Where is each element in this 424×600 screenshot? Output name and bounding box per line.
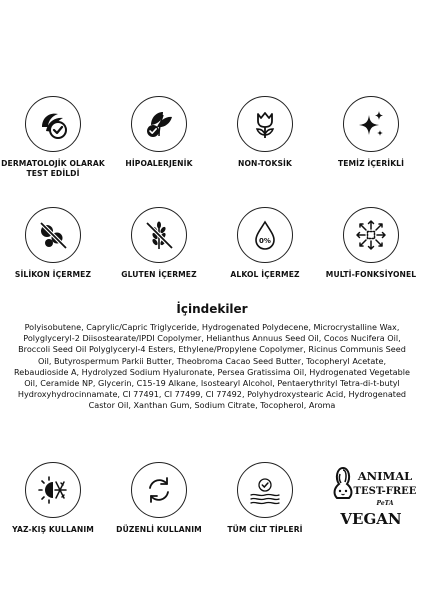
feature-label: ALKOL İÇERMEZ [230,270,300,279]
feature-label: TÜM CİLT TİPLERİ [227,525,303,534]
feature-icon-circle [237,96,293,152]
drop-percent-text: 0% [259,237,271,245]
sun-snowflake-icon [36,473,70,507]
sparkle-icon [354,107,388,141]
feature-icon-circle [343,96,399,152]
feature-multi-functional [318,207,424,280]
feature-alcohol-free [212,207,318,280]
peta-line-peta: PeTA [376,500,394,507]
peta-badge [318,462,424,542]
feature-icon-circle [131,96,187,152]
dermatologically-tested-icon [36,107,70,141]
feature-regular-use [106,462,212,542]
feature-icon-circle [25,462,81,518]
refresh-cycle-icon [142,473,176,507]
feature-icon-circle [237,462,293,518]
peta-line-vegan: VEGAN [340,510,402,528]
feature-non-toxic [212,96,318,179]
ingredients-title: İçindekiler [176,302,248,316]
feature-label: DERMATOLOJİK OLARAK TEST EDİLDİ [1,159,105,178]
feature-icon-circle [25,207,81,263]
feature-label: HİPOALERJENİK [125,159,193,168]
feature-label: DÜZENLİ KULLANIM [116,525,202,534]
alcohol-free-drop-icon [248,218,282,252]
features-row-3 [0,462,424,542]
peta-line-animal: ANIMAL [357,469,413,483]
feature-label: SİLİKON İÇERMEZ [14,270,92,279]
features-row-2 [0,207,424,280]
features-row-1 [0,96,424,179]
feature-label: NON-TOKSİK [238,159,292,168]
hypoallergenic-leaf-icon [142,107,176,141]
feature-label: TEMİZ İÇERİKLİ [337,159,405,168]
feature-hypoallergenic [106,96,212,179]
feature-clean-ingredients [318,96,424,179]
feature-icon-circle [237,207,293,263]
skin-types-icon [248,473,282,507]
gluten-free-icon [142,218,176,252]
ingredients-text: Polyisobutene, Caprylic/Capric Triglyceride, Hydrogenated Polydecene, Microcrystalline Wax, Polyglyceryl-2 Diisostearate/IPDI Copolymer, Helianthus Annuus Seed Oil, Cocos Nucifera Oil, Broccoli Seed Oil Polyglyceryl-4 Esters, Ethylene/Propylene Copolymer, Ricinus Communis Seed Oil, Butyrospermum Parkii Butter, Theobroma Cacao Seed Butter, Tocopheryl Acetate, Rebaudioside A, Hydrolyzed Sodium Hyaluronate, Persea Gratissima Oil, Hydrogenated Vegetable Oil, Ceramide NP, Glycerin, C15-19 Alkane, Isostearyl Alcohol, Pentaerythrityl Tetra-di-t-butyl Hydroxyhydrocinnamate, CI 77491, CI 77499, CI 77492, Polyhydroxystearic Acid, Hydrogenated Castor Oil, Xanthan Gum, Sodium Citrate, Tocopherol, Aroma [14,322,410,411]
feature-label: YAZ-KIŞ KULLANIM [12,525,94,534]
feature-gluten-free [106,207,212,280]
feature-label: MULTİ-FONKSİYONEL [325,270,417,279]
feature-label: GLUTEN İÇERMEZ [121,270,197,279]
feature-summer-winter [0,462,106,542]
tulip-flower-icon [248,107,282,141]
silicone-free-icon [36,218,70,252]
feature-all-skin-types [212,462,318,542]
peta-bunny-icon [323,462,419,542]
feature-icon-circle [131,207,187,263]
multi-function-arrows-icon [354,218,388,252]
feature-dermatologically-tested [0,96,106,179]
feature-silicone-free [0,207,106,280]
feature-icon-circle [343,207,399,263]
peta-line-test-free: TEST-FREE [353,486,417,497]
feature-icon-circle [25,96,81,152]
feature-icon-circle [131,462,187,518]
